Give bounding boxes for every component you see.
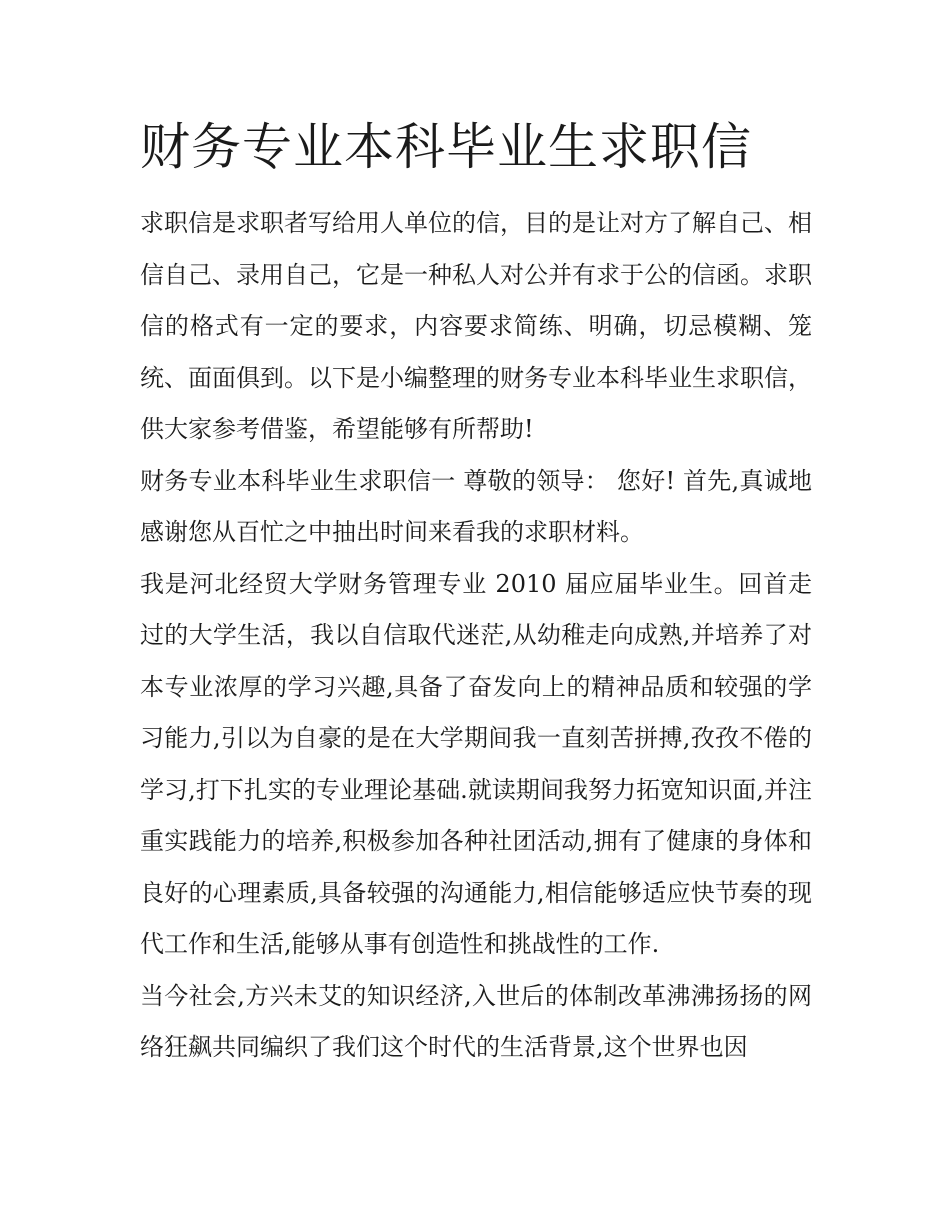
- background-paragraph: 当今社会,方兴未艾的知识经济,入世后的体制改革沸沸扬扬的网络狂飙共同编织了我们这个时代的生活背景,这个世界也因: [140, 981, 812, 1061]
- intro-paragraph: 求职信是求职者写给用人单位的信，目的是让对方了解自己、相信自己、录用自己，它是一种私人对公并有求于公的信函。求职信的格式有一定的要求，内容要求简练、明确，切忌模糊、笼统、面面俱到。以下是小编整理的财务专业本科毕业生求职信，供大家参考借鉴，希望能够有所帮助!: [140, 209, 812, 443]
- greeting-paragraph: 财务专业本科毕业生求职信一 尊敬的领导： 您好! 首先,真诚地感谢您从百忙之中抽出时间来看我的求职材料。: [140, 466, 812, 546]
- document-title: 财务专业本科毕业生求职信: [140, 118, 752, 176]
- self-introduction-paragraph: 我是河北经贸大学财务管理专业 2010 届应届毕业生。回首走过的大学生活，我以自信取代迷茫,从幼稚走向成熟,并培养了对本专业浓厚的学习兴趣,具备了奋发向上的精神品质和较强的学习能力,引以为自豪的是在大学期间我一直刻苦拼搏,孜孜不倦的学习,打下扎实的专业理论基础.就读期间我努力拓宽知识面,并注重实践能力的培养,积极参加各种社团活动,拥有了健康的身体和良好的心理素质,具备较强的沟通能力,相信能够适应快节奏的现代工作和生活,能够从事有创造性和挑战性的工作.: [140, 569, 812, 958]
- document-page: [140, 108, 812, 1074]
